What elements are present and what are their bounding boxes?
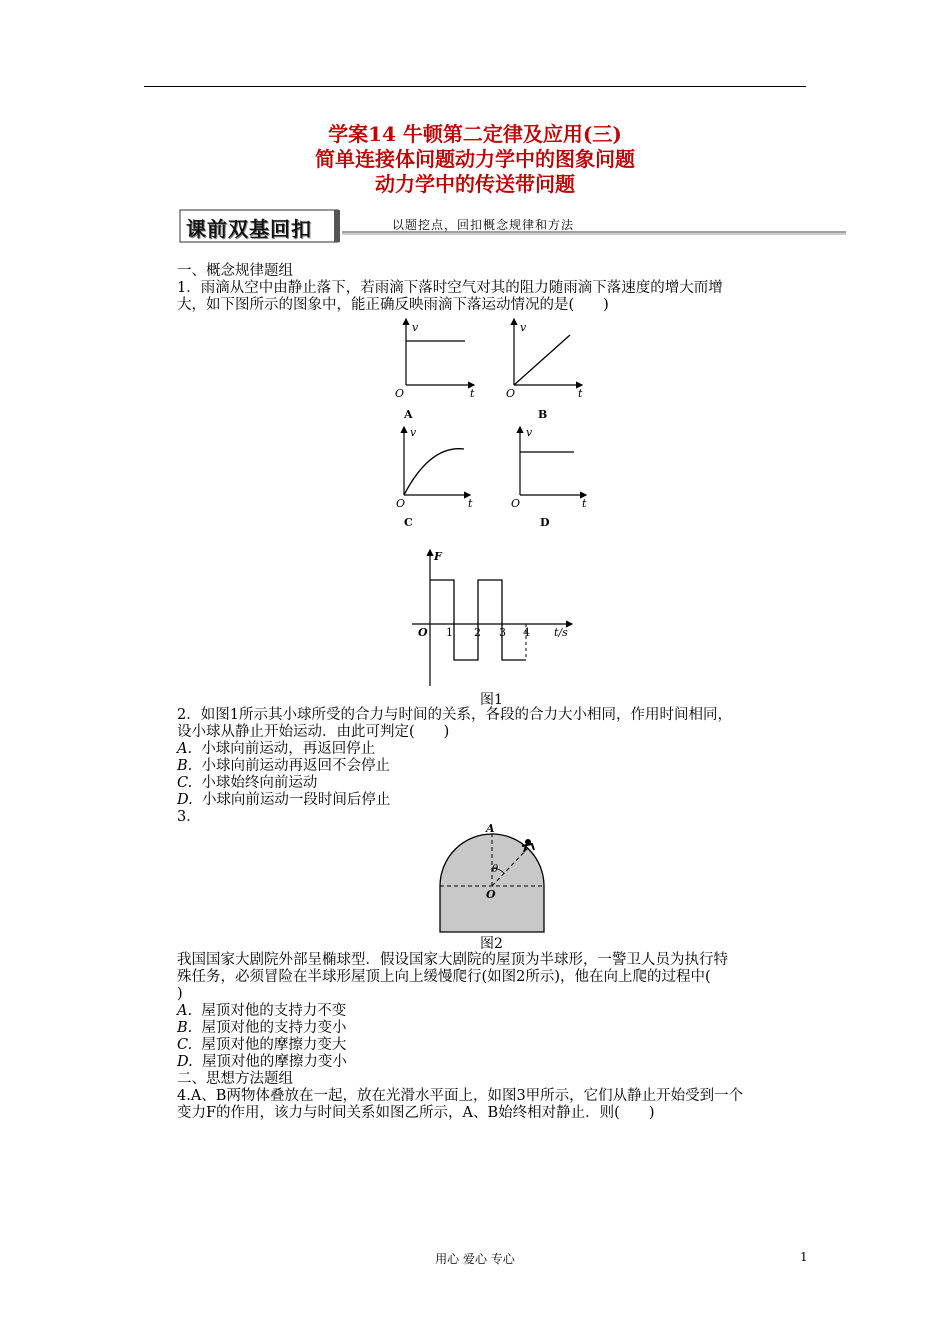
q2-option-b: B. 小球向前运动再返回不会停止: [177, 758, 390, 774]
q3-option-a: A. 屋顶对他的支持力不变: [177, 1003, 347, 1019]
q4-line-1: 4.A、B两物体叠放在一起，放在光滑水平面上，如图3甲所示，它们从静止开始受到一个: [177, 1088, 744, 1104]
fig1-tick-2: 2: [474, 626, 481, 639]
graph-b: [506, 319, 583, 421]
fig2-dome: [436, 822, 548, 934]
q4-line-2: 变力F的作用，该力与时间关系如图乙所示，A、B始终相对静止．则( ): [177, 1105, 655, 1121]
graph-b-y-label: v: [520, 321, 527, 334]
graph-c-label: C: [404, 516, 413, 529]
banner-subtitle: 以题挖点，回扣概念规律和方法: [392, 218, 575, 232]
graph-b-label: B: [538, 408, 548, 421]
q2-option-a: A. 小球向前运动，再返回停止: [177, 741, 376, 757]
q3-line-3: ): [177, 986, 183, 1002]
fig1-graph: [408, 544, 578, 692]
q2-option-d: D. 小球向前运动一段时间后停止: [177, 792, 391, 808]
section-1-heading: 一、概念规律题组: [177, 263, 293, 279]
q3-line-2: 殊任务，必须冒险在半球形屋顶上向上缓慢爬行(如图2所示)，他在向上爬的过程中(: [177, 969, 711, 985]
graph-c-x-label: t: [468, 497, 473, 510]
graph-d-x-label: t: [582, 497, 587, 510]
graph-b-origin: O: [506, 387, 516, 400]
title-line-2: 简单连接体问题动力学中的图象问题: [315, 147, 635, 171]
q3-option-d: D. 屋顶对他的摩擦力变小: [177, 1054, 347, 1070]
section-2-heading: 二、思想方法题组: [177, 1071, 293, 1087]
fig2-caption: 图2: [480, 936, 503, 952]
page-number: 1: [800, 1250, 808, 1264]
graph-a-label: A: [404, 408, 413, 421]
graph-c-origin: O: [396, 497, 406, 510]
title-line-3: 动力学中的传送带问题: [375, 172, 575, 196]
graph-b-x-label: t: [578, 387, 583, 400]
fig1-tick-4: 4: [523, 626, 530, 639]
banner-label: 课前双基回扣: [186, 217, 312, 241]
header-rule: [144, 86, 806, 87]
graph-d-origin: O: [511, 497, 521, 510]
q1-line-1: 1．雨滴从空中由静止落下，若雨滴下落时空气对其的阻力随雨滴下落速度的增大而增: [177, 280, 723, 296]
graph-d-label: D: [540, 516, 550, 529]
q3-line-1: 我国国家大剧院外部呈椭球型．假设国家大剧院的屋顶为半球形，一警卫人员为执行特: [177, 952, 728, 968]
q2-option-c: C. 小球始终向前运动: [177, 775, 318, 791]
q2-line-2: 设小球从静止开始运动．由此可判定( ): [177, 724, 450, 740]
graph-a-y-label: v: [412, 321, 419, 334]
graph-d: [511, 426, 587, 529]
q3-number: 3．: [177, 809, 201, 825]
graph-c-y-label: v: [410, 426, 417, 439]
title-line-1: 学案14 牛顿第二定律及应用(三): [328, 122, 622, 146]
fig2-label-a: A: [486, 822, 495, 835]
fig1-origin: O: [418, 626, 428, 639]
fig1-x-label: t/s: [554, 626, 568, 639]
q3-option-b: B. 屋顶对他的支持力变小: [177, 1020, 347, 1036]
fig1-tick-1: 1: [446, 626, 453, 639]
q1-graphs: [390, 315, 590, 535]
fig1-y-label: F: [434, 550, 442, 563]
fig2-label-theta: θ: [492, 864, 499, 875]
fig1-tick-3: 3: [499, 626, 506, 639]
q3-option-c: C. 屋顶对他的摩擦力变大: [177, 1037, 347, 1053]
graph-a-x-label: t: [470, 387, 475, 400]
graph-c: [396, 426, 473, 529]
graph-a: [395, 319, 475, 421]
graph-d-y-label: v: [526, 426, 533, 439]
q2-line-1: 2．如图1所示其小球所受的合力与时间的关系，各段的合力大小相同，作用时间相同，: [177, 707, 732, 723]
fig1-caption: 图1: [480, 692, 503, 708]
graph-a-origin: O: [395, 387, 405, 400]
q1-line-2: 大，如下图所示的图象中，能正确反映雨滴下落运动情况的是( ): [177, 297, 609, 313]
fig2-label-o: O: [486, 888, 496, 901]
footer-text: 用心 爱心 专心: [435, 1252, 515, 1266]
